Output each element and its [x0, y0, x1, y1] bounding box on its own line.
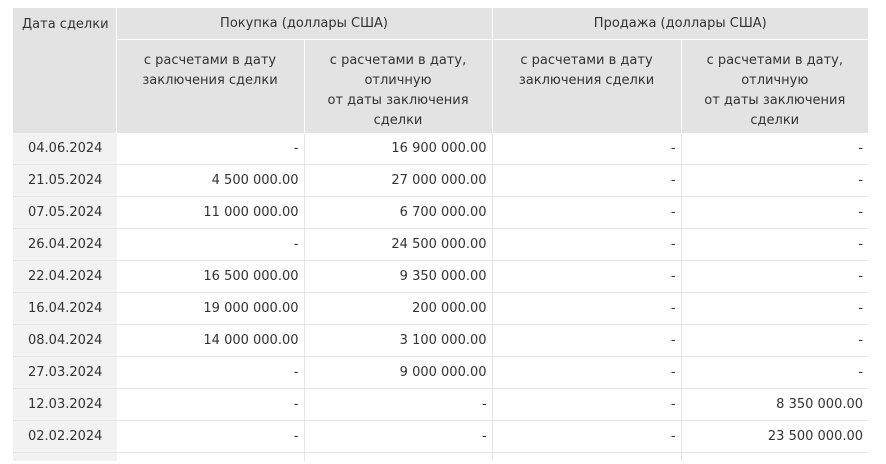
- cell-buy-other-day: 3 100 000.00: [304, 325, 492, 357]
- header-deal-date: Дата сделки: [13, 8, 116, 133]
- cell-sell-other-day: -: [681, 293, 868, 325]
- table-cell-empty: [492, 453, 681, 462]
- cell-sell-same-day: -: [492, 229, 681, 261]
- table-body: [13, 133, 868, 461]
- cell-sell-same-day: -: [492, 325, 681, 357]
- cell-sell-same-day: -: [492, 261, 681, 293]
- table-row: [13, 261, 868, 293]
- cell-buy-same-day: 14 000 000.00: [116, 325, 304, 357]
- table-row: [13, 421, 868, 453]
- table-row: [13, 229, 868, 261]
- cell-buy-other-day: 200 000.00: [304, 293, 492, 325]
- cell-sell-other-day: 23 500 000.00: [681, 421, 868, 453]
- cell-sell-other-day: -: [681, 261, 868, 293]
- cell-buy-same-day: -: [116, 421, 304, 453]
- cell-sell-same-day: -: [492, 357, 681, 389]
- cell-deal-date: 04.06.2024: [13, 133, 116, 165]
- cell-sell-other-day: 8 350 000.00: [681, 389, 868, 421]
- cell-buy-other-day: 9 000 000.00: [304, 357, 492, 389]
- cell-buy-other-day: -: [304, 421, 492, 453]
- cell-buy-other-day: -: [304, 389, 492, 421]
- table-cell-empty: [13, 453, 116, 462]
- cell-sell-other-day: -: [681, 325, 868, 357]
- table-row: [13, 389, 868, 421]
- cell-buy-other-day: 24 500 000.00: [304, 229, 492, 261]
- cell-sell-other-day: -: [681, 229, 868, 261]
- table-row: [13, 325, 868, 357]
- cell-deal-date: 07.05.2024: [13, 197, 116, 229]
- cell-deal-date: 26.04.2024: [13, 229, 116, 261]
- table-row: [13, 357, 868, 389]
- cell-sell-same-day: -: [492, 389, 681, 421]
- cell-buy-other-day: 9 350 000.00: [304, 261, 492, 293]
- cell-buy-same-day: -: [116, 133, 304, 165]
- table-row: [13, 197, 868, 229]
- cell-sell-other-day: -: [681, 197, 868, 229]
- cell-deal-date: 08.04.2024: [13, 325, 116, 357]
- cell-buy-same-day: -: [116, 229, 304, 261]
- cell-sell-other-day: -: [681, 165, 868, 197]
- cell-sell-same-day: -: [492, 165, 681, 197]
- cell-buy-same-day: 19 000 000.00: [116, 293, 304, 325]
- cell-buy-other-day: 16 900 000.00: [304, 133, 492, 165]
- table-header: [13, 8, 868, 133]
- header-sell-group: Продажа (доллары США): [492, 8, 868, 40]
- deals-table: [13, 8, 868, 461]
- cell-buy-same-day: 16 500 000.00: [116, 261, 304, 293]
- cell-buy-same-day: -: [116, 389, 304, 421]
- deals-table-container: [13, 8, 868, 461]
- header-sell-same-day: с расчетами в дату заключения сделки: [492, 40, 681, 134]
- header-sell-other-day: с расчетами в дату, отличную от даты заключения сделки: [681, 40, 868, 134]
- header-buy-group: Покупка (доллары США): [116, 8, 492, 40]
- cell-sell-same-day: -: [492, 133, 681, 165]
- header-buy-same-day: с расчетами в дату заключения сделки: [116, 40, 304, 134]
- cell-sell-other-day: -: [681, 357, 868, 389]
- table-row: [13, 165, 868, 197]
- table-cell-empty: [304, 453, 492, 462]
- cell-buy-same-day: 4 500 000.00: [116, 165, 304, 197]
- cell-deal-date: 12.03.2024: [13, 389, 116, 421]
- cell-sell-same-day: -: [492, 293, 681, 325]
- cell-deal-date: 16.04.2024: [13, 293, 116, 325]
- cell-deal-date: 22.04.2024: [13, 261, 116, 293]
- table-row-partial: [13, 453, 868, 462]
- table-row: [13, 133, 868, 165]
- cell-sell-other-day: -: [681, 133, 868, 165]
- cell-deal-date: 27.03.2024: [13, 357, 116, 389]
- cell-buy-same-day: -: [116, 357, 304, 389]
- cell-deal-date: 21.05.2024: [13, 165, 116, 197]
- cell-buy-other-day: 27 000 000.00: [304, 165, 492, 197]
- cell-buy-same-day: 11 000 000.00: [116, 197, 304, 229]
- cell-sell-same-day: -: [492, 421, 681, 453]
- table-row: [13, 293, 868, 325]
- table-cell-empty: [116, 453, 304, 462]
- cell-buy-other-day: 6 700 000.00: [304, 197, 492, 229]
- header-buy-other-day: с расчетами в дату, отличную от даты заключения сделки: [304, 40, 492, 134]
- table-cell-empty: [681, 453, 868, 462]
- cell-sell-same-day: -: [492, 197, 681, 229]
- cell-deal-date: 02.02.2024: [13, 421, 116, 453]
